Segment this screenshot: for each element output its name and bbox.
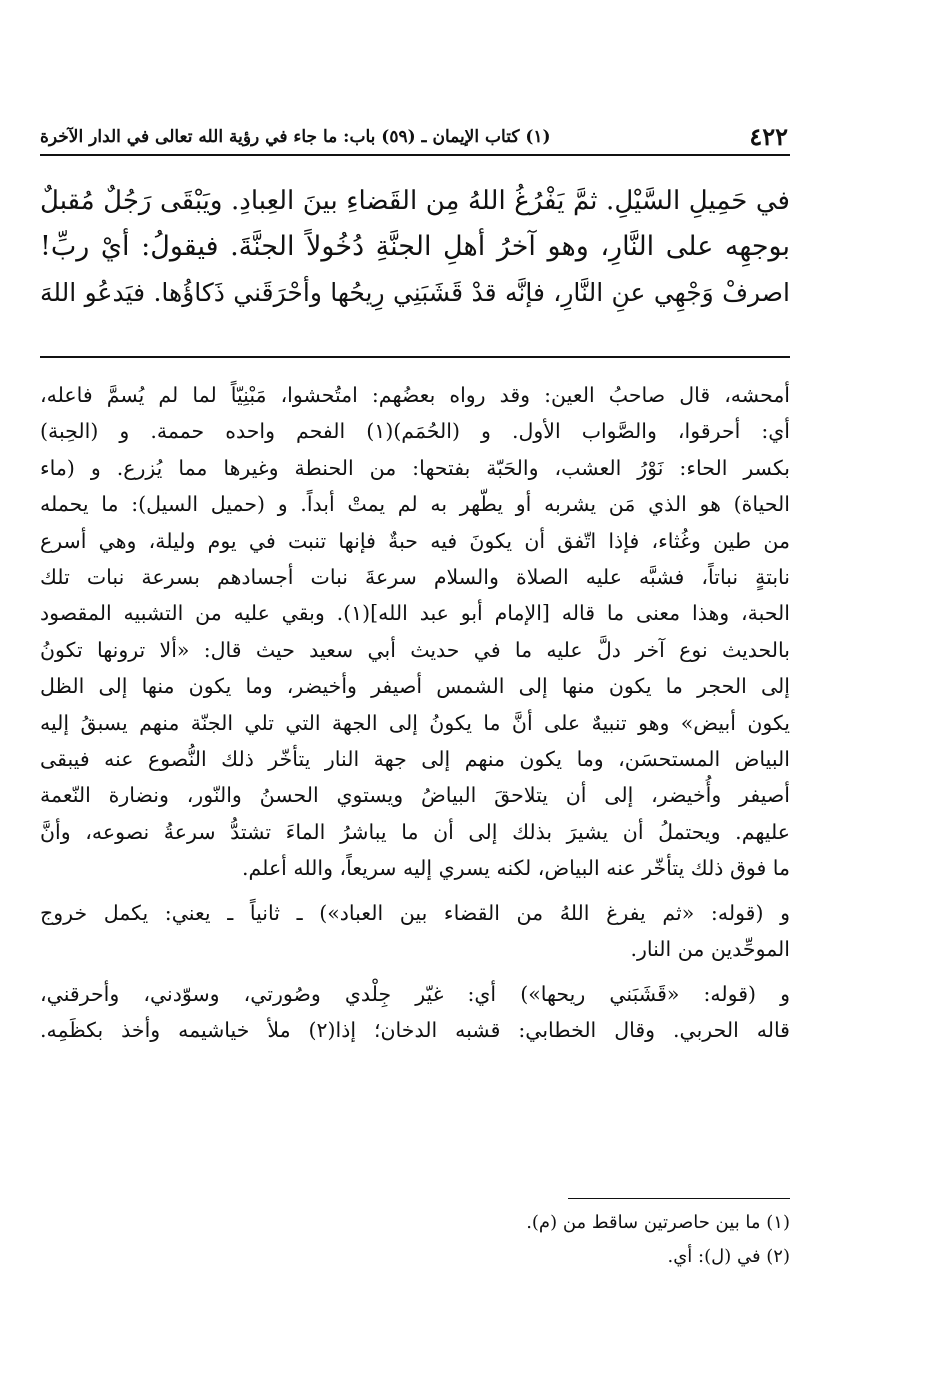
commentary-line: قاله الحربي. وقال الخطابي: قشبه الدخان؛ إذا(٢) ملأ خياشيمه وأخذ بكظَمِه. xyxy=(40,1017,790,1042)
commentary-line: عليهم. ويحتملُ أن يشيرَ بذلك إلى أن ما يباشرُ الماءَ تشتدُّ سرعةُ نصوعه، وأنَّ xyxy=(40,819,790,844)
footnotes xyxy=(40,1206,790,1274)
commentary-line: يكون أبيض» وهو تنبيهٌ على أنَّ ما يكونُ إلى الجهة التي تلي الجنّة منهم يسبقُ إليه xyxy=(40,710,790,735)
hadith-line: اصرفْ وَجْهِي عنِ النَّارِ، فإنَّه قدْ قَشَبَنِي رِيحُها وأحْرَقَني ذَكاؤُها. فيَدعُو اللهَ xyxy=(40,278,790,307)
commentary-line: و (قوله: «ثم يفرغ اللهُ من القضاء بين العباد») ـ ثانياً ـ يعني: يكمل خروج xyxy=(40,900,790,925)
commentary-paragraph xyxy=(40,895,790,968)
hadith-line: بوجهِه على النَّارِ، وهو آخرُ أهلِ الجنَّةِ دُخُولاً الجنَّةَ. فيقولُ: أيْ ربِّ! xyxy=(40,231,790,262)
hadith-text xyxy=(40,178,790,316)
commentary-line: و (قوله: «قَشَبَني ريحها») أي: غيّر جِلْدي وصُورتي، وسوّدني، وأحرقني، xyxy=(40,981,790,1006)
footnote: (٢) في (ل): أي. xyxy=(667,1246,790,1267)
page-header xyxy=(40,118,790,152)
commentary-line: الحياة) هو الذي مَن يشربه أو يطّهر به لم يمتْ أبداً. و (حميل السيل): ما يحمله xyxy=(40,492,790,517)
commentary-text xyxy=(40,377,790,1048)
commentary-line: أصيفر وأُخيضر، إلى أن يتلاحقَ البياضُ ويستوي الحسنُ والنّور، ونضارة النّعمة xyxy=(40,783,790,808)
commentary-line: أي: أحرقوا، والصَّواب الأول. و (الحُمَم)(١) الفحم واحده حممة. و (الحِبة) xyxy=(40,419,791,444)
footnote: (١) ما بين حاصرتين ساقط من (م). xyxy=(526,1212,790,1233)
hadith-line: في حَمِيلِ السَّيْلِ. ثمَّ يَفْرُغُ اللهُ مِن القَضاءِ بينَ العِبادِ. ويَبْقَى رَجُلٌ مُقبلٌ xyxy=(40,186,790,216)
commentary-line: البياض المستحسَن، وما يكون منهم إلى جهة النار يتأخّر ذلك النُّصوع عنه فيبقى xyxy=(40,747,790,772)
commentary-line: الموحِّدين من النار. xyxy=(630,937,790,962)
header-divider xyxy=(40,154,790,156)
commentary-paragraph xyxy=(40,377,790,887)
running-title: (١) كتاب الإيمان ـ (٥٩) باب: ما جاء في رؤية الله تعالى في الدار الآخرة xyxy=(40,127,551,147)
hadith-divider xyxy=(40,356,790,358)
commentary-line: ما فوق ذلك يتأخّر عنه البياض، لكنه يسري إليه سريعاً، والله أعلم. xyxy=(242,856,790,881)
commentary-paragraph xyxy=(40,976,790,1049)
page-number: ٤٢٢ xyxy=(749,122,788,151)
commentary-line: نابتةٍ نباتاً، فشبَّه عليه الصلاة والسلام سرعةَ نبات أجسادهم بسرعة نبات تلك xyxy=(40,565,790,590)
commentary-line: الحبة، وهذا معنى ما قاله [الإمام أبو عبد الله](١). وبقي عليه من التشبيه المقصود xyxy=(40,601,790,626)
commentary-line: بالحديث نوع آخر دلَّ عليه ما في حديث أبي سعيد حيث قال: «ألا ترونها تكونُ xyxy=(40,637,790,662)
footnote-divider xyxy=(568,1198,790,1199)
commentary-line: أمحشه، قال صاحبُ العين: وقد رواه بعضُهم: امتُحشوا، مَبْنِيّاً لما لم يُسمَّ فاعله، xyxy=(40,383,790,407)
commentary-line: من طين وغُثاء، فإذا اتّفق أن يكونَ فيه حبةٌ فإنها تنبت في يوم وليلة، وهي أسرع xyxy=(40,528,790,553)
commentary-line: إلى الحجر ما يكون منها إلى الشمس أصيفر وأخيضر، وما يكون منها إلى الظل xyxy=(40,674,790,699)
commentary-line: بكسر الحاء: نَوْرُ العشب، والحَبّة بفتحها: من الحنطة وغيرها مما يُزرع. و (ماء xyxy=(40,455,790,480)
